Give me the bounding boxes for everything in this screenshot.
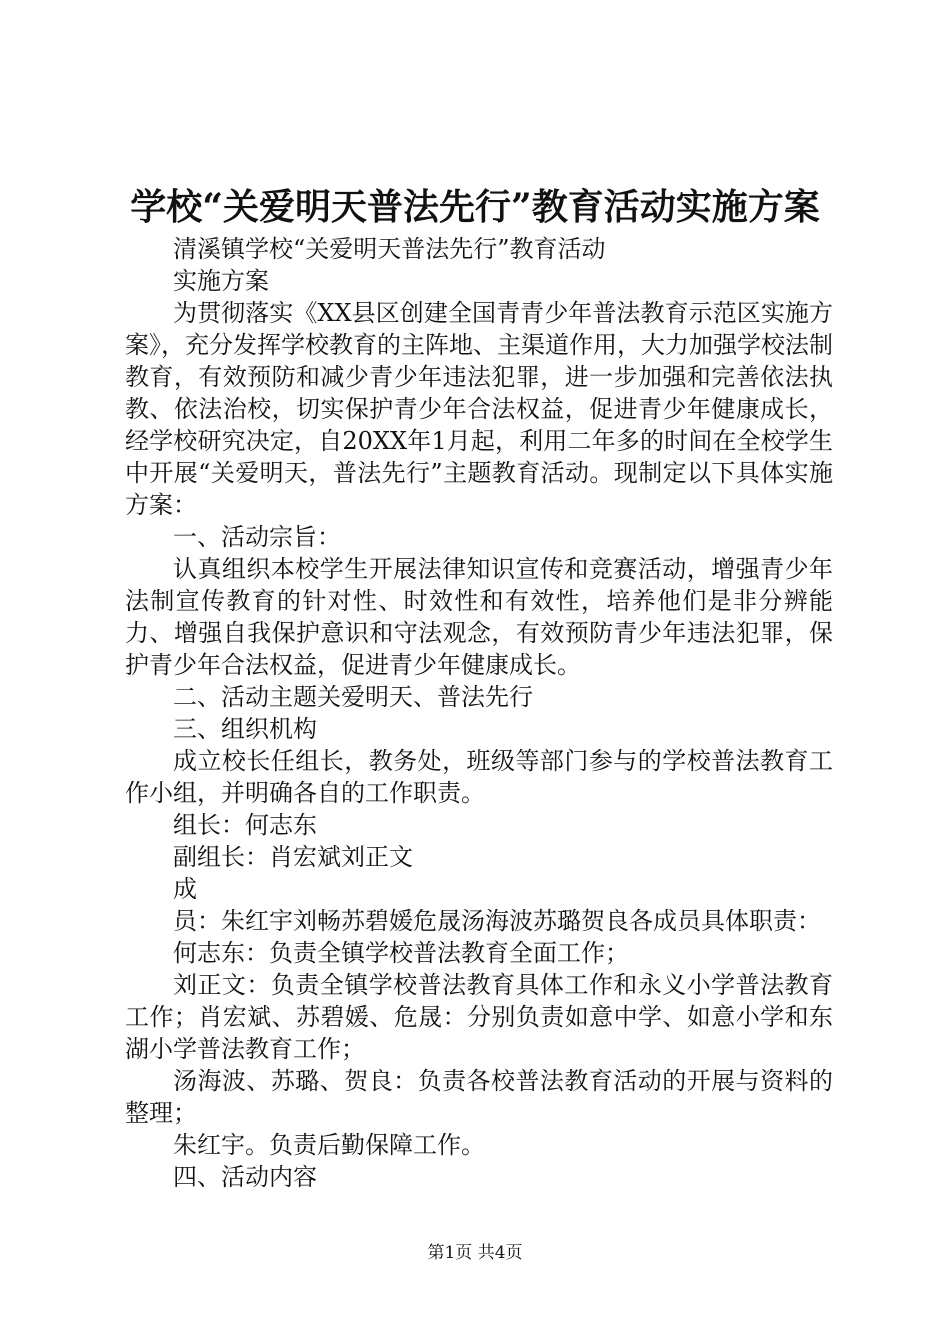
document-body: [125, 233, 833, 1193]
section-heading-theme: 二、活动主题关爱明天、普法先行: [173, 683, 533, 711]
paragraph-duty-3: 汤海波、苏璐、贺良：负责各校普法教育活动的开展与资料的整理；: [125, 1067, 833, 1127]
document-title: 学校“关爱明天普法先行”教育活动实施方案: [130, 186, 820, 228]
section-heading-content: 四、活动内容: [173, 1163, 317, 1191]
paragraph-deputy-leader: 副组长：肖宏斌刘正文: [173, 843, 413, 871]
paragraph-purpose: 认真组织本校学生开展法律知识宣传和竞赛活动，增强青少年法制宣传教育的针对性、时效性和有效性，培养他们是非分辨能力、增强自我保护意识和守法观念，有效预防青少年违法犯罪，保护青少年合法权益，促进青少年健康成长。: [125, 555, 833, 679]
paragraph-duty-1: 何志东：负责全镇学校普法教育全面工作；: [173, 939, 629, 967]
paragraph-organization: 成立校长任组长，教务处，班级等部门参与的学校普法教育工作小组，并明确各自的工作职责。: [125, 747, 833, 807]
paragraph-members: 员：朱红宇刘畅苏碧媛危晟汤海波苏璐贺良各成员具体职责：: [173, 907, 821, 935]
section-heading-purpose: 一、活动宗旨：: [173, 523, 341, 551]
section-heading-organization: 三、组织机构: [173, 715, 317, 743]
page-footer: 第1页 共4页: [427, 1243, 523, 1263]
paragraph-intro: 为贯彻落实《XX县区创建全国青青少年普法教育示范区实施方案》，充分发挥学校教育的主阵地、主渠道作用，大力加强学校法制教育，有效预防和减少青少年违法犯罪，进一步加强和完善依法执教、依法治校，切实保护青少年合法权益，促进青少年健康成长，经学校研究决定，自20XX年1月起，利用二年多的时间在全校学生中开展“关爱明天，普法先行”主题教育活动。现制定以下具体实施方案：: [125, 299, 833, 519]
paragraph-duty-2: 刘正文：负责全镇学校普法教育具体工作和永义小学普法教育工作；肖宏斌、苏碧媛、危晟：分别负责如意中学、如意小学和东湖小学普法教育工作；: [125, 971, 833, 1063]
paragraph-leader: 组长：何志东: [173, 811, 317, 839]
paragraph-subtitle-2: 实施方案: [173, 267, 269, 295]
paragraph-members-prefix: 成: [173, 875, 197, 903]
paragraph-subtitle: 清溪镇学校“关爱明天普法先行”教育活动: [173, 235, 606, 263]
paragraph-duty-4: 朱红宇。负责后勤保障工作。: [173, 1131, 485, 1159]
